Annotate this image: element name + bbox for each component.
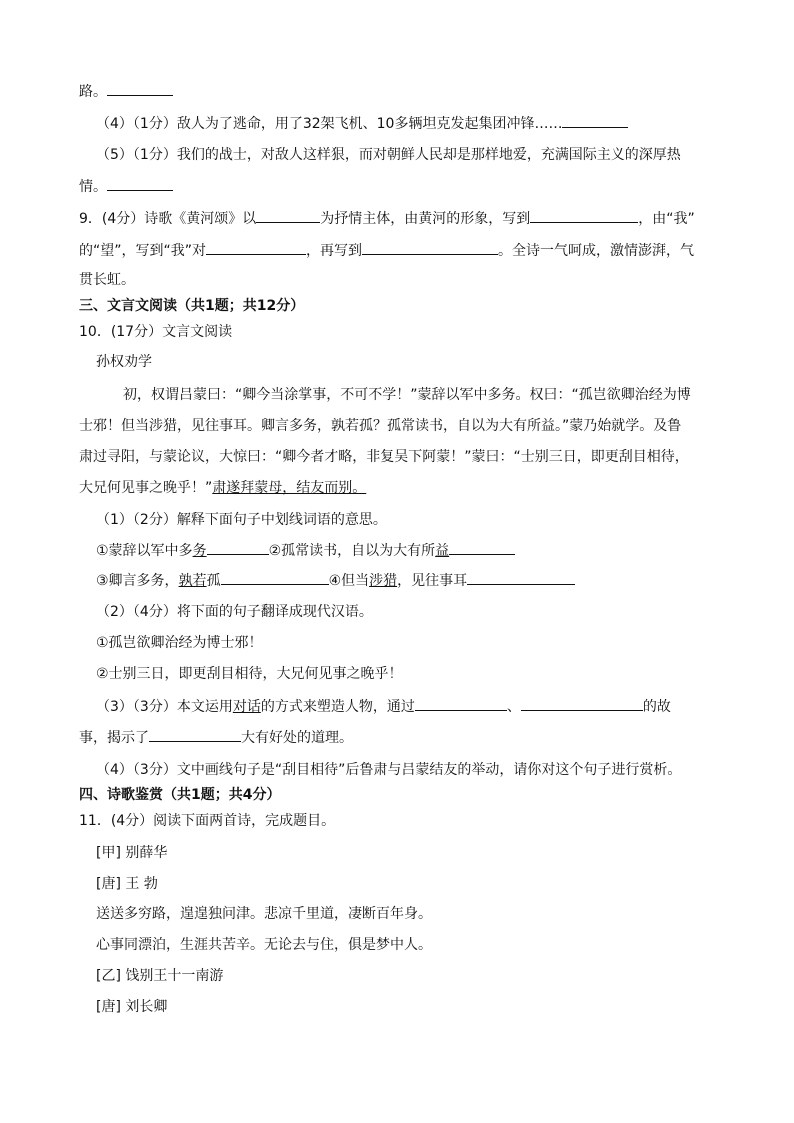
poem-author: [唐] 王 勃 [96, 876, 158, 892]
subquestion-3: （3）（3分）本文运用对话的方式来塑造人物，通过 、 的故 [96, 696, 671, 717]
text-line: 情。 [79, 176, 173, 197]
answer-blank [362, 240, 498, 255]
answer-blank [149, 727, 241, 742]
answer-blank [206, 240, 306, 255]
section-heading-3: 三、文言文阅读（共1题；共12分） [79, 298, 305, 314]
passage-line: 大兄何见事之晚乎！”肃遂拜蒙母，结友而别。 [79, 480, 367, 496]
underlined-word: 对话 [232, 699, 261, 715]
question-9: 9．(4分）诗歌《黄河颂》以 为抒情主体，由黄河的形象，写到 ，由“我” [79, 208, 695, 229]
answer-blank [562, 113, 628, 128]
poem-line: 心事同漂泊，生涯共苦辛。无论去与住，俱是梦中人。 [96, 937, 432, 953]
passage-title: 孙权劝学 [96, 354, 152, 370]
answer-blank [467, 570, 575, 585]
text-line: 贯长虹。 [79, 272, 135, 288]
subquestion-2: （2）（4分）将下面的句子翻译成现代汉语。 [96, 604, 373, 620]
answer-blank [221, 570, 329, 585]
answer-blank [415, 696, 507, 711]
answer-blank [207, 540, 269, 555]
section-heading-4: 四、诗歌鉴赏（共1题；共4分） [79, 787, 281, 803]
answer-blank [107, 176, 173, 191]
question-10: 10．(17分）文言文阅读 [79, 324, 233, 340]
poem-line: 送送多穷路，遑遑独问津。悲凉千里道，凄断百年身。 [96, 906, 432, 922]
text-line: 的“望”，写到“我”对 ，再写到 。全诗一气呵成，激情澎湃，气 [79, 240, 694, 261]
question-4: （4）（1分）敌人为了逃命，用了32架飞机、10多辆坦克发起集团冲锋…… [96, 113, 628, 134]
answer-blank [256, 208, 320, 223]
subquestion-1-items: ③卿言多务，孰若孤 ④但当涉猎，见往事耳 [96, 570, 575, 591]
subquestion-1: （1）（2分）解释下面句子中划线词语的意思。 [96, 512, 387, 528]
underlined-word: 务 [192, 543, 207, 559]
passage-line: 肃过寻阳，与蒙论议，大惊曰：“卿今者才略，非复吴下阿蒙！”蒙曰：“士别三日，即更刮目相待， [79, 449, 689, 465]
text-line: 事，揭示了 大有好处的道理。 [79, 727, 353, 748]
underlined-word: 孰若 [178, 573, 207, 589]
text-line: 路。 [79, 81, 173, 102]
poem-author: [唐] 刘长卿 [96, 999, 168, 1015]
question-5: （5）（1分）我们的战士，对敌人这样狠，而对朝鲜人民却是那样地爱，充满国际主义的深厚热 [96, 147, 681, 163]
underlined-word: 益 [435, 543, 450, 559]
text-line: ①孤岂欲卿治经为博士邪！ [96, 635, 263, 651]
answer-blank [530, 208, 638, 223]
poem-title: [乙] 饯别王十一南游 [96, 968, 224, 984]
text-line: ②士别三日，即更刮目相待，大兄何见事之晚乎！ [96, 666, 403, 682]
answer-blank [449, 540, 515, 555]
passage-line: 初，权谓吕蒙曰：“卿今当涂掌事，不可不学！”蒙辞以军中多务。权曰：“孤岂欲卿治经为博 [123, 387, 691, 403]
underlined-word: 涉猎 [369, 573, 398, 589]
passage-line: 士邪！但当涉猎，见往事耳。卿言多务，孰若孤？孤常读书，自以为大有所益。”蒙乃始就学。及鲁 [79, 418, 682, 434]
subquestion-1-items: ①蒙辞以军中多务 ②孤常读书，自以为大有所益 [96, 540, 515, 561]
underlined-sentence: 肃遂拜蒙母，结友而别。 [212, 480, 367, 496]
answer-blank [107, 81, 173, 96]
subquestion-4: （4）（3分）文中画线句子是“刮目相待”后鲁肃与吕蒙结友的举动，请你对这个句子进行赏析。 [96, 762, 682, 778]
answer-blank [521, 696, 643, 711]
question-11: 11．(4分）阅读下面两首诗，完成题目。 [79, 813, 336, 829]
poem-title: [甲] 别薛华 [96, 845, 168, 861]
